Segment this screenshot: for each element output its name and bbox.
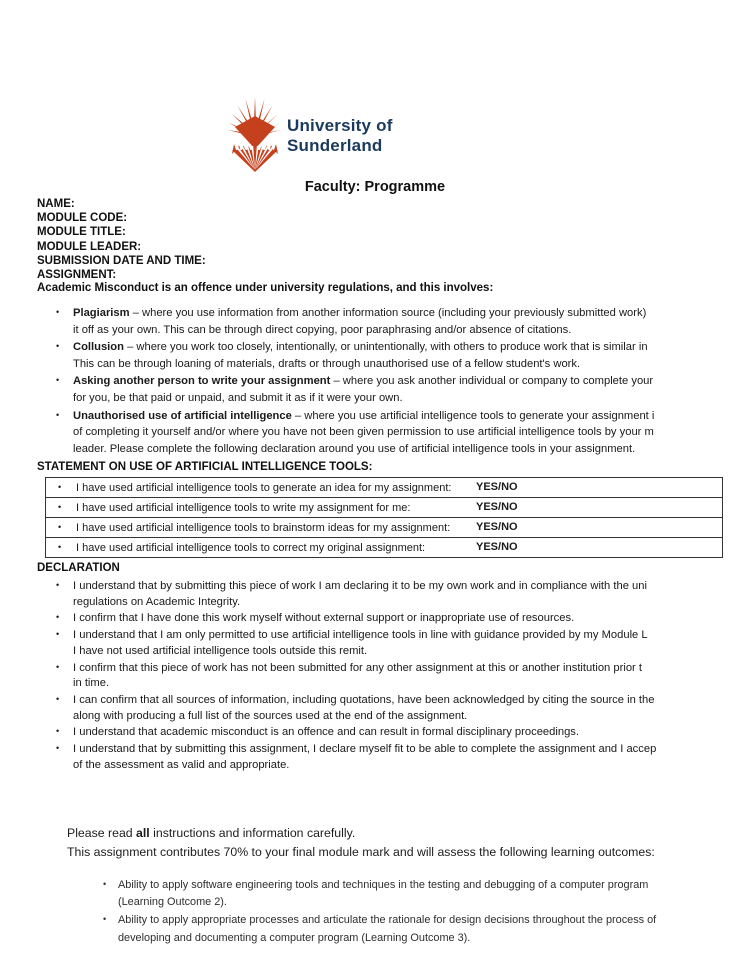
bullet-icon: • xyxy=(58,542,62,552)
ai-statement-row xyxy=(46,537,722,557)
faculty-title: Faculty: Programme xyxy=(304,179,446,195)
bullet-icon: • xyxy=(103,879,107,889)
declaration-bullet-list xyxy=(37,578,750,773)
bullet-icon: • xyxy=(56,612,60,623)
misconduct-bullet-cont: of completing it yourself and/or where you have not been given permission to use artificial intelligence tools by your m xyxy=(73,426,654,439)
declaration-bullet-cont: of the assessment as valid and appropriate. xyxy=(73,758,290,771)
field-label-name: NAME: xyxy=(37,198,75,210)
bullet-icon: • xyxy=(58,482,62,492)
misconduct-bullet-cont: leader. Please complete the following declaration around you use of artificial intelligence tools in your assignment. xyxy=(73,442,636,455)
field-label-module-title: MODULE TITLE: xyxy=(37,226,126,239)
misconduct-bullet: • Unauthorised use of artificial intelligence – where you use artificial intelligence tools to generate your assignment i xyxy=(37,407,750,425)
outcome-bullet-cont: (Learning Outcome 2). xyxy=(118,896,227,909)
wordmark-line-1: University of xyxy=(287,116,393,135)
declaration-heading: DECLARATION xyxy=(37,562,120,574)
declaration-bullet: • I confirm that I have done this work myself without external support or inappropriate use of resources. xyxy=(37,610,750,627)
instructions-block xyxy=(67,824,655,862)
declaration-bullet: • I understand that by submitting this assignment, I declare myself fit to be able to complete the assignment and I accep xyxy=(37,741,750,758)
university-wordmark xyxy=(287,116,393,156)
university-logo-icon xyxy=(226,92,284,172)
misconduct-bullet: • Plagiarism – where you use information from another information source (including your previously submitted work) xyxy=(37,304,750,322)
bullet-icon: • xyxy=(58,502,62,512)
ai-statement-row xyxy=(46,478,722,497)
yes-no-value: YES/NO xyxy=(476,501,518,513)
outcome-bullet: • Ability to apply appropriate processes and articulate the rationale for design decisions throughout the process of xyxy=(103,911,743,929)
ai-statement-text: I have used artificial intelligence tools to generate an idea for my assignment: xyxy=(76,482,452,494)
bullet-icon: • xyxy=(56,307,60,317)
bullet-icon: • xyxy=(56,661,60,672)
read-instructions-line: Please read all instructions and information carefully. xyxy=(67,826,356,840)
bullet-icon: • xyxy=(56,629,60,640)
bullet-icon: • xyxy=(56,726,60,737)
misconduct-intro: Academic Misconduct is an offence under university regulations, and this involves: xyxy=(37,282,494,294)
misconduct-bullet-cont: This can be through loaning of materials, drafts or through unauthorised use of a fellow student's work. xyxy=(73,357,581,370)
learning-outcomes-list xyxy=(103,876,743,947)
outcome-bullet-cont: developing and documenting a computer program (Learning Outcome 3). xyxy=(118,931,471,944)
assignment-fields xyxy=(37,197,206,282)
bullet-icon: • xyxy=(103,914,107,925)
declaration-bullet: • I confirm that this piece of work has not been submitted for any other assignment at this or another institution prior t xyxy=(37,660,750,677)
field-label-assignment: ASSIGNMENT: xyxy=(37,269,117,282)
declaration-bullet-cont: in time. xyxy=(73,677,110,690)
contribution-line: This assignment contributes 70% to your final module mark and will assess the following learning outcomes: xyxy=(67,845,655,860)
declaration-bullet: • I understand that by submitting this piece of work I am declaring it to be my own work and in compliance with the uni xyxy=(37,578,750,595)
yes-no-value: YES/NO xyxy=(476,481,518,493)
bullet-icon: • xyxy=(56,375,60,386)
field-label-module-code: MODULE CODE: xyxy=(37,212,128,225)
misconduct-bullet-list xyxy=(37,304,750,457)
bullet-icon: • xyxy=(56,409,60,420)
bullet-icon: • xyxy=(56,693,60,704)
declaration-bullet: • I understand that I am only permitted to use artificial intelligence tools in line with guidance provided by my Module L xyxy=(37,627,750,644)
field-label-module-leader: MODULE LEADER: xyxy=(37,240,142,253)
bullet-icon: • xyxy=(56,341,60,352)
misconduct-bullet: • Asking another person to write your assignment – where you ask another individual or company to complete your xyxy=(37,372,750,390)
ai-statement-heading: STATEMENT ON USE OF ARTIFICIAL INTELLIGENCE TOOLS: xyxy=(37,461,373,473)
misconduct-bullet-cont: for you, be that paid or unpaid, and submit it as if it were your own. xyxy=(73,391,403,404)
field-label-submission: SUBMISSION DATE AND TIME: xyxy=(37,254,206,267)
misconduct-bullet-cont: it off as your own. This can be through direct copying, poor paraphrasing and/or absence of citations. xyxy=(73,323,572,336)
declaration-bullet: • I understand that academic misconduct is an offence and can result in formal disciplinary proceedings. xyxy=(37,724,750,741)
bullet-icon: • xyxy=(56,743,60,754)
declaration-bullet-cont: regulations on Academic Integrity. xyxy=(73,595,241,608)
ai-statement-text: I have used artificial intelligence tools to correct my original assignment: xyxy=(76,542,426,554)
declaration-bullet: • I can confirm that all sources of information, including quotations, have been acknowledged by citing the source in the xyxy=(37,692,750,709)
declaration-bullet-cont: along with producing a full list of the sources used at the end of the assignment. xyxy=(73,709,468,722)
ai-statement-row xyxy=(46,517,722,537)
ai-statement-row xyxy=(46,497,722,517)
declaration-bullet-cont: I have not used artificial intelligence tools outside this remit. xyxy=(73,644,368,657)
ai-statement-text: I have used artificial intelligence tools to write my assignment for me: xyxy=(76,502,411,514)
misconduct-bullet: • Collusion – where you work too closely, intentionally, or unintentionally, with others to produce work that is similar in xyxy=(37,338,750,356)
yes-no-value: YES/NO xyxy=(476,521,518,533)
outcome-bullet: • Ability to apply software engineering tools and techniques in the testing and debugging of a computer program xyxy=(103,876,743,894)
ai-statement-text: I have used artificial intelligence tools to brainstorm ideas for my assignment: xyxy=(76,522,451,534)
bullet-icon: • xyxy=(56,580,60,590)
yes-no-value: YES/NO xyxy=(476,541,518,553)
wordmark-line-2: Sunderland xyxy=(287,136,383,155)
bullet-icon: • xyxy=(58,522,62,532)
ai-statement-table xyxy=(45,477,723,558)
